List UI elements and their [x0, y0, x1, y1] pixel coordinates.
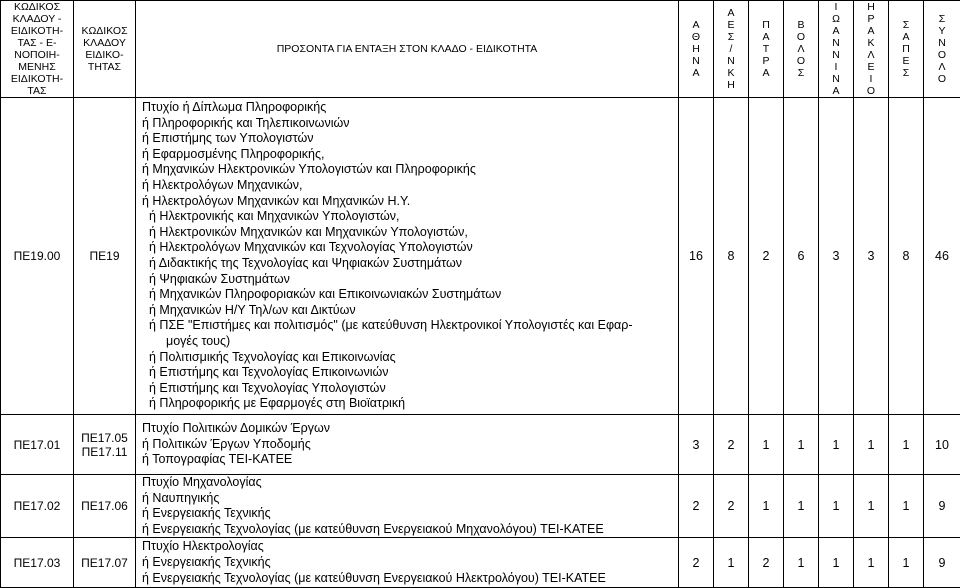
header-region-letter-line: Υ	[938, 25, 946, 37]
header-region-letter-line: Α	[692, 67, 700, 79]
total-cell: 9	[924, 538, 960, 588]
degree-line: ή Ναυπηγικής	[142, 490, 220, 505]
header-region-letter-line: Α	[867, 25, 875, 37]
header-region-letter-line: Ρ	[867, 13, 875, 25]
header-region-letter-line: Ο	[937, 49, 947, 61]
header-region-letter-line: Ν	[832, 73, 840, 85]
table-row	[1, 475, 960, 538]
degree-line: ή Ενεργειακής Τεχνολογίας (με κατεύθυνση Ενεργειακού Ηλεκτρολόγου) ΤΕΙ-ΚΑΤΕΕ	[142, 570, 606, 585]
region-value-cell: 2	[679, 538, 714, 588]
header-region-letter-line: Ε	[902, 55, 910, 67]
header-region-sapes	[889, 1, 924, 98]
header-region-letter-line: Ω	[832, 13, 840, 25]
old-code-cell: ΠΕ17.03	[1, 538, 74, 588]
header-region-letter-line: Α	[832, 25, 840, 37]
region-value-cell: 2	[714, 415, 749, 475]
degree-line: ή Ψηφιακών Συστημάτων	[149, 271, 290, 286]
new-code-value: ΠΕ17.05	[81, 430, 128, 445]
region-value-cell: 8	[889, 98, 924, 415]
header-region-letter-line: Ε	[867, 61, 875, 73]
new-code-value: ΠΕ19	[89, 249, 120, 263]
degree-line: ή Ηλεκτρολόγων Μηχανικών και Τεχνολογίας Υπολογιστών	[149, 240, 473, 255]
degree-line: ή Πολιτικών Έργων Υποδομής	[142, 436, 311, 451]
total-cell: 10	[924, 415, 960, 475]
new-code-cell	[74, 538, 136, 588]
header-region-ioannina	[819, 1, 854, 98]
new-code-value: ΠΕ17.06	[81, 499, 128, 514]
region-value-cell: 1	[819, 415, 854, 475]
header-old-code-line: ΜΕΝΗΣ	[18, 61, 56, 73]
region-value-cell: 1	[749, 415, 784, 475]
degree-line: ή Επιστήμης και Τεχνολογίας Επικοινωνιών	[149, 365, 389, 380]
region-value-cell: 2	[749, 538, 784, 588]
table-row	[1, 538, 960, 588]
header-new-code-line: ΚΩΔΙΚΟΣ	[81, 25, 128, 37]
header-region-letter-line: Π	[902, 43, 910, 55]
degrees-cell	[136, 475, 679, 538]
region-value-cell: 1	[854, 415, 889, 475]
degree-line: ή Επιστήμης και Τεχνολογίας Υπολογιστών	[149, 380, 386, 395]
degree-line: ή Μηχανικών Η/Υ Τηλ/ων και Δικτύων	[149, 302, 356, 317]
degrees-cell	[136, 415, 679, 475]
region-value-cell: 1	[819, 538, 854, 588]
degree-line: ή Επιστήμης των Υπολογιστών	[142, 131, 314, 146]
header-region-letter-line: Α	[727, 7, 735, 19]
header-region-letter-line: Ι	[869, 73, 873, 85]
header-region-letter-line: Α	[762, 67, 770, 79]
header-region-letter-line: Α	[692, 19, 700, 31]
header-region-letter-line: Π	[762, 19, 770, 31]
header-region-letter-line: Κ	[727, 67, 735, 79]
header-region-letter-line: Τ	[762, 43, 770, 55]
header-old-code-line: ΕΙΔΙΚΟΤΗ-	[10, 25, 64, 37]
region-value-cell: 1	[854, 538, 889, 588]
header-old-code-line: ΤΑΣ	[27, 85, 47, 97]
degree-line: ή ΠΣΕ "Επιστήμες και πολιτισμός" (με κατεύθυνση Ηλεκτρονικοί Υπολογιστές και Εφαρ-	[149, 318, 633, 333]
header-degrees: ΠΡΟΣΟΝΤΑ ΓΙΑ ΕΝΤΑΞΗ ΣΤΟΝ ΚΛΑΔΟ - ΕΙΔΙΚΟΤΗΤΑ	[136, 1, 679, 98]
region-value-cell: 1	[889, 415, 924, 475]
header-region-letter-line: Ο	[866, 85, 876, 97]
old-code-cell: ΠΕ19.00	[1, 98, 74, 415]
header-new-code-line: ΤΗΤΑΣ	[87, 61, 122, 73]
header-region-letter-line: Ι	[834, 61, 838, 73]
header-region-letter-line: Ο	[796, 55, 806, 67]
region-value-cell: 3	[819, 98, 854, 415]
degrees-cell	[136, 538, 679, 588]
degree-line: Πτυχίο Μηχανολογίας	[142, 475, 262, 489]
header-new-code-line: ΕΙΔΙΚΟ-	[85, 49, 124, 61]
degree-line: Πτυχίο ή Δίπλωμα Πληροφορικής	[142, 100, 327, 115]
header-region-letter-line: Ν	[832, 49, 840, 61]
header-region-letter-line: Ο	[796, 31, 806, 43]
header-region-letter-line: Β	[797, 19, 805, 31]
region-value-cell: 1	[854, 475, 889, 538]
degree-line: ή Πληροφορικής και Τηλεπικοινωνιών	[142, 115, 350, 130]
header-old-code-line: ΝΟΠΟΙΗ-	[14, 49, 60, 61]
region-value-cell: 1	[749, 475, 784, 538]
total-cell: 9	[924, 475, 960, 538]
header-region-letter-line: Ρ	[762, 55, 770, 67]
header-region-letter-line: Α	[762, 31, 770, 43]
header-region-letter-line: Σ	[902, 67, 910, 79]
header-total	[924, 1, 960, 98]
degree-line: Πτυχίο Ηλεκτρολογίας	[142, 539, 264, 554]
header-region-irakleio	[854, 1, 889, 98]
header-region-letter-line: Ο	[937, 73, 947, 85]
degree-line: ή Ηλεκτρολόγων Μηχανικών,	[142, 178, 303, 193]
header-region-letter-line: Κ	[867, 37, 875, 49]
degree-line: ή Ηλεκτρολόγων Μηχανικών και Μηχανικών Η.Υ.	[142, 193, 411, 208]
header-region-letter-line: Λ	[867, 49, 875, 61]
header-region-letter-line: Α	[832, 85, 840, 97]
table-header-row	[1, 1, 960, 98]
header-region-letter-line: Ν	[692, 55, 700, 67]
region-value-cell: 2	[749, 98, 784, 415]
header-region-letter-line: Λ	[797, 43, 805, 55]
header-region-letter-line: Λ	[938, 61, 946, 73]
new-code-cell	[74, 475, 136, 538]
degree-line: ή Ενεργειακής Τεχνολογίας (με κατεύθυνση Ενεργειακού Μηχανολόγου) ΤΕΙ-ΚΑΤΕΕ	[142, 521, 604, 536]
header-new-code-line: ΚΛΑΔΟΥ	[83, 37, 126, 49]
header-region-patra	[749, 1, 784, 98]
degree-line: ή Εφαρμοσμένης Πληροφορικής,	[142, 146, 325, 161]
degree-line: ή Ηλεκτρονικής και Μηχανικών Υπολογιστών,	[149, 209, 400, 224]
degree-line: ή Πληροφορικής με Εφαρμογές στη Βιοϊατρική	[149, 396, 406, 411]
region-value-cell: 16	[679, 98, 714, 415]
region-value-cell: 8	[714, 98, 749, 415]
region-value-cell: 6	[784, 98, 819, 415]
new-code-cell	[74, 415, 136, 475]
header-region-letter-line: Η	[727, 79, 735, 91]
new-code-cell	[74, 98, 136, 415]
region-value-cell: 2	[679, 475, 714, 538]
degrees-cell	[136, 98, 679, 415]
region-value-cell: 1	[784, 475, 819, 538]
table-row	[1, 415, 960, 475]
old-code-cell: ΠΕ17.01	[1, 415, 74, 475]
header-region-letter-line: Θ	[691, 31, 701, 43]
degree-line: ή Πολιτισμικής Τεχνολογίας και Επικοινωνίας	[149, 349, 396, 364]
new-code-value: ΠΕ17.07	[81, 555, 128, 570]
header-old-code	[1, 1, 74, 98]
header-region-letter-line: Η	[692, 43, 700, 55]
header-region-letter-line: Ν	[938, 37, 946, 49]
header-region-volos	[784, 1, 819, 98]
new-code-value: ΠΕ17.11	[81, 444, 128, 459]
header-region-letter-line: Ν	[832, 37, 840, 49]
header-old-code-line: ΤΑΣ - Ε-	[17, 37, 57, 49]
region-value-cell: 3	[679, 415, 714, 475]
header-region-letter-line: Σ	[902, 19, 910, 31]
degree-line: ή Διδακτικής της Τεχνολογίας και Ψηφιακών Συστημάτων	[149, 256, 463, 270]
degree-line: ή Ενεργειακής Τεχνικής	[142, 555, 271, 570]
header-region-letter-line: Η	[867, 1, 875, 13]
header-region-letter-line: Σ	[797, 67, 805, 79]
header-region-letter-line: Ι	[834, 1, 838, 13]
degree-line: μογές τους)	[166, 333, 231, 348]
degree-line: ή Ενεργειακής Τεχνικής	[142, 506, 271, 521]
header-old-code-line: ΕΙΔΙΚΟΤΗ-	[10, 73, 64, 85]
degree-line: ή Τοπογραφίας ΤΕΙ-ΚΑΤΕΕ	[142, 452, 293, 467]
header-old-code-line: ΚΩΔΙΚΟΣ	[13, 1, 61, 13]
region-value-cell: 1	[784, 538, 819, 588]
header-region-athina	[679, 1, 714, 98]
region-value-cell: 1	[819, 475, 854, 538]
header-region-letter-line: Σ	[938, 13, 946, 25]
header-region-letter-line: /	[729, 43, 733, 55]
degree-line: ή Μηχανικών Ηλεκτρονικών Υπολογιστών και Πληροφορικής	[142, 162, 476, 177]
header-region-letter-line: Ε	[727, 19, 735, 31]
degree-line: Πτυχίο Πολιτικών Δομικών Έργων	[142, 421, 330, 436]
header-region-letter-line: Ν	[727, 55, 735, 67]
region-value-cell: 1	[784, 415, 819, 475]
region-value-cell: 1	[889, 538, 924, 588]
degree-line: ή Ηλεκτρονικών Μηχανικών και Μηχανικών Υπολογιστών,	[149, 224, 468, 239]
total-cell: 46	[924, 98, 960, 415]
region-value-cell: 1	[714, 538, 749, 588]
region-value-cell: 1	[889, 475, 924, 538]
old-code-cell: ΠΕ17.02	[1, 475, 74, 538]
header-region-letter-line: Α	[902, 31, 910, 43]
header-region-letter-line: Σ	[727, 31, 735, 43]
header-new-code	[74, 1, 136, 98]
region-value-cell: 2	[714, 475, 749, 538]
region-value-cell: 3	[854, 98, 889, 415]
table-row	[1, 98, 960, 415]
degree-line: ή Μηχανικών Πληροφοριακών και Επικοινωνιακών Συστημάτων	[149, 287, 502, 302]
header-old-code-line: ΚΛΑΔΟΥ -	[12, 13, 62, 25]
header-region-thessaloniki	[714, 1, 749, 98]
